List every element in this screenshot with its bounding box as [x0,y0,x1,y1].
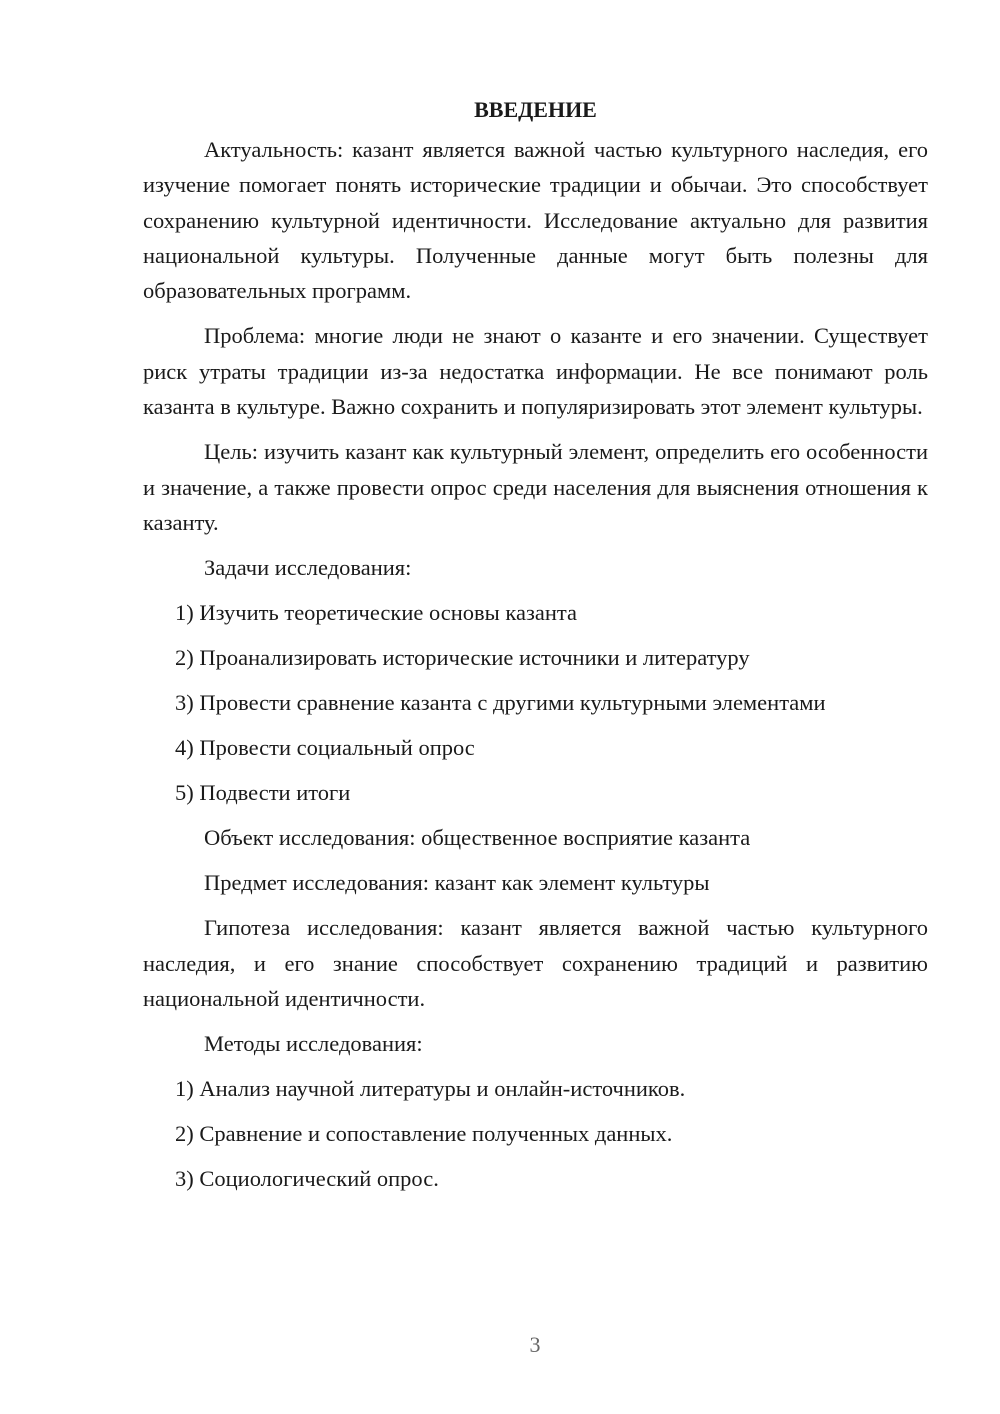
relevance-paragraph: Актуальность: казант является важной частью культурного наследия, его изучение помогает понять исторические традиции и обычаи. Это способствует сохранению культурной идентичности. Исследование актуально для развития национальной культуры. Полученные данные могут быть полезны для образовательных программ. [143,137,928,304]
object-line: Объект исследования: общественное восприятие казанта [204,825,751,851]
goal-paragraph: Цель: изучить казант как культурный элемент, определить его особенности и значение, а также провести опрос среди населения для выяснения отношения к казанту. [143,439,928,535]
page-number: 3 [529,1332,541,1357]
tasks-heading: Задачи исследования: [204,555,412,581]
document-page [143,92,928,1206]
method-item: 2) Сравнение и сопоставление полученных данных. [175,1121,673,1147]
problem-paragraph: Проблема: многие люди не знают о казанте и его значении. Существует риск утраты традиции из-за недостатка информации. Не все понимают роль казанта в культуре. Важно сохранить и популяризировать этот элемент культуры. [143,323,928,420]
method-item: 3) Социологический опрос. [175,1166,439,1192]
subject-line: Предмет исследования: казант как элемент культуры [204,870,710,896]
task-item: 4) Провести социальный опрос [175,735,475,761]
task-item: 2) Проанализировать исторические источники и литературу [175,645,750,671]
task-item: 3) Провести сравнение казанта с другими культурными элементами [175,690,826,716]
task-item: 5) Подвести итоги [175,780,351,806]
hypothesis-paragraph: Гипотеза исследования: казант является важной частью культурного наследия, и его знание способствует сохранению традиций и развитию национальной идентичности. [143,915,928,1011]
method-item: 1) Анализ научной литературы и онлайн-источников. [175,1076,686,1102]
section-title: ВВЕДЕНИЕ [474,97,597,122]
methods-heading: Методы исследования: [204,1031,423,1057]
task-item: 1) Изучить теоретические основы казанта [175,600,578,626]
